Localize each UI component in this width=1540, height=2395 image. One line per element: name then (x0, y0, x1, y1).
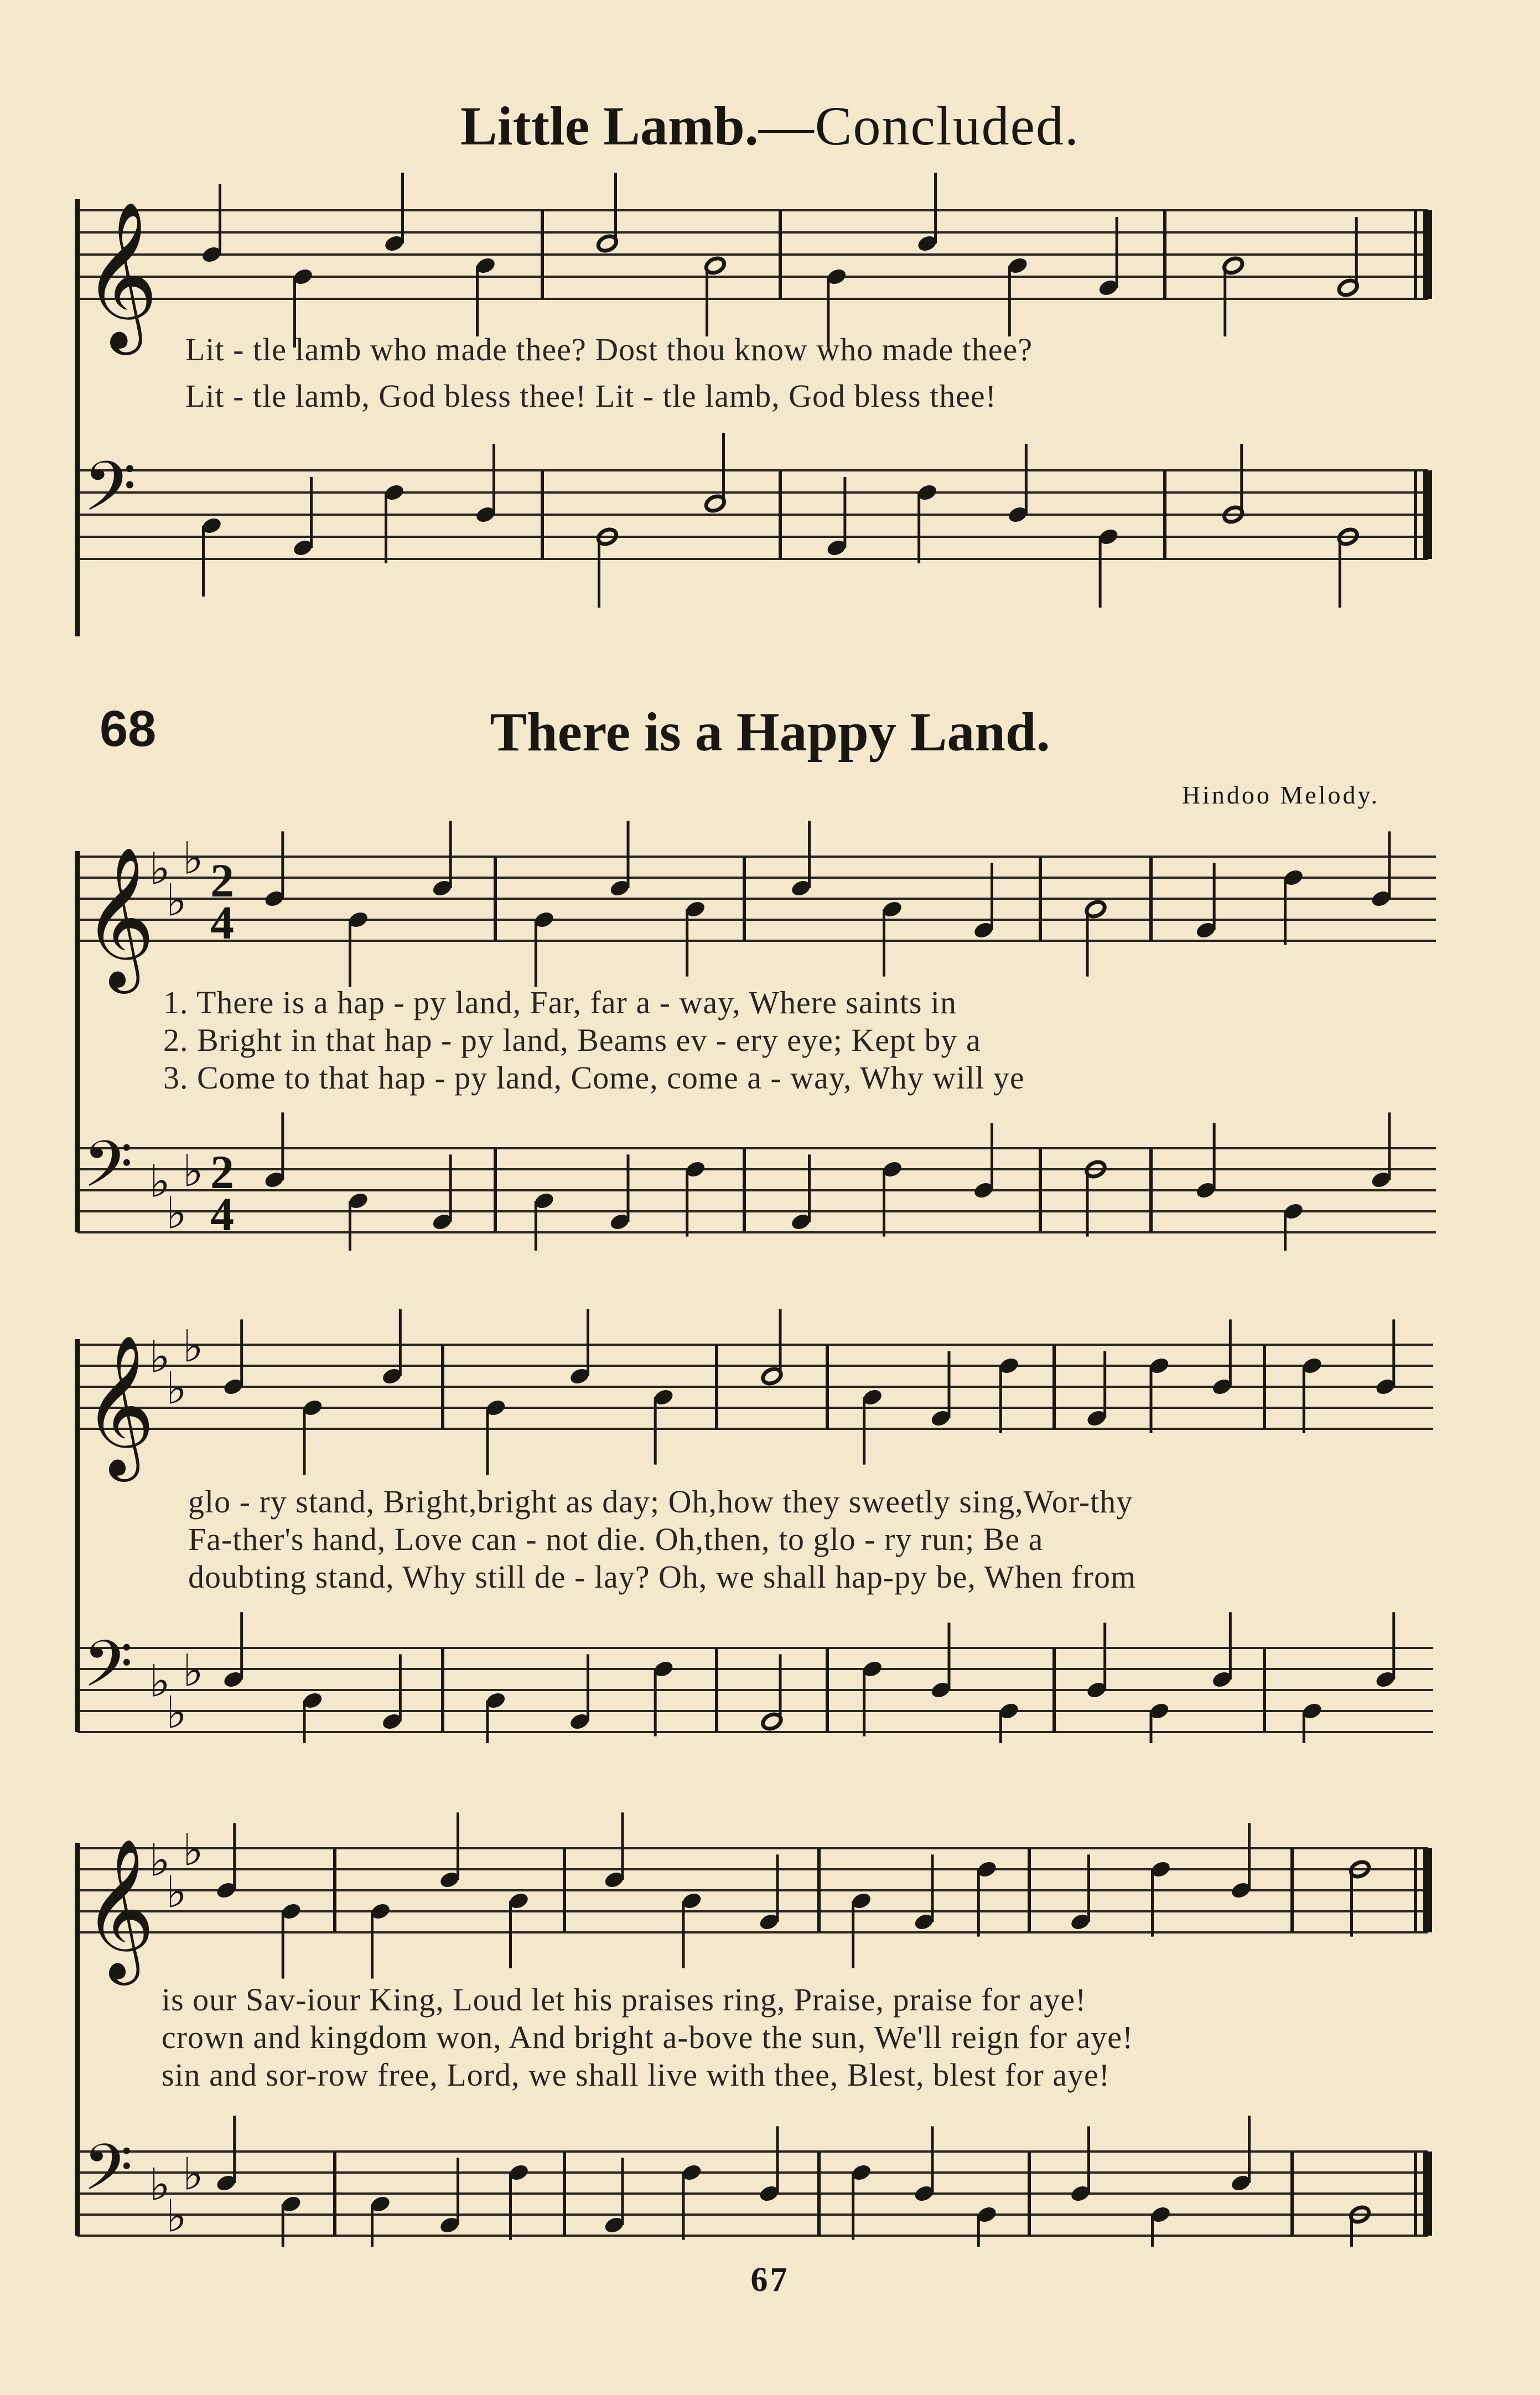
system-2-lyric-verse-3: doubting stand, Why still de - lay? Oh, we shall hap-py be, When from (188, 1559, 1137, 1595)
flat-sign: ♭ (166, 1866, 187, 1918)
page-number: 67 (750, 2261, 790, 2299)
flat-sign: ♭ (166, 2190, 187, 2242)
bass-clef: 𝄢 (83, 1127, 133, 1218)
system-1-lyric-verse-2: 2. Bright in that hap - py land, Beams ev - ery eye; Kept by a (163, 1022, 981, 1058)
time-signature-top: 2 (210, 1145, 234, 1199)
flat-sign: ♭ (149, 2159, 170, 2211)
little-lamb-lyric-line-1: Lit - tle lamb who made thee? Dost thou know who made thee? (185, 331, 1033, 367)
bass-clef: 𝄢 (83, 447, 137, 543)
final-barline-thick (1423, 470, 1432, 559)
system-3-lyric-verse-2: crown and kingdom won, And bright a-bove the sun, We'll reign for aye! (162, 2019, 1134, 2055)
flat-sign: ♭ (183, 832, 204, 884)
system-3-lyric-verse-3: sin and sor-row free, Lord, we shall live with thee, Blest, blest for aye! (162, 2057, 1111, 2093)
hymn-title: There is a Happy Land. (490, 701, 1050, 763)
flat-sign: ♭ (149, 1331, 170, 1383)
hymn-attribution: Hindoo Melody. (1181, 781, 1380, 809)
flat-sign: ♭ (183, 1824, 204, 1876)
music-system-little-lamb (0, 0, 1540, 636)
flat-sign: ♭ (183, 2148, 204, 2200)
system-1-lyric-verse-3: 3. Come to that hap - py land, Come, come a - way, Why will ye (163, 1060, 1025, 1096)
treble-clef: 𝄞 (83, 846, 155, 987)
system-3-lyric-verse-1: is our Sav-iour King, Loud let his praises ring, Praise, praise for aye! (162, 1982, 1087, 2018)
flat-sign: ♭ (166, 1362, 187, 1414)
time-signature-top: 2 (210, 854, 234, 908)
concluded-title-main: Little Lamb. (460, 95, 759, 157)
flat-sign: ♭ (166, 1687, 187, 1739)
concluded-title-suffix: —Concluded. (758, 95, 1080, 157)
flat-sign: ♭ (149, 1155, 170, 1207)
flat-sign: ♭ (183, 1320, 204, 1372)
time-signature-bottom: 4 (210, 1188, 234, 1241)
flat-sign: ♭ (183, 1145, 204, 1197)
little-lamb-lyric-line-2: Lit - tle lamb, God bless thee! Lit - tle lamb, God bless thee! (185, 378, 997, 414)
system-2-lyric-verse-1: glo - ry stand, Bright,bright as day; Oh,how they sweetly sing,Wor-thy (188, 1484, 1133, 1520)
flat-sign: ♭ (166, 1187, 187, 1239)
flat-sign: ♭ (183, 1645, 204, 1697)
treble-clef: 𝄞 (83, 1334, 155, 1475)
flat-sign: ♭ (149, 1834, 170, 1886)
system-1-lyric-verse-1: 1. There is a hap - py land, Far, far a - way, Where saints in (163, 984, 957, 1020)
final-barline-thick (1423, 1848, 1432, 1932)
final-barline-thick (1423, 210, 1432, 299)
flat-sign: ♭ (166, 874, 187, 926)
system-2-lyric-verse-2: Fa-ther's hand, Love can - not die. Oh,then, to glo - ry run; Be a (188, 1521, 1044, 1557)
hymn-number: 68 (100, 701, 157, 757)
flat-sign: ♭ (149, 1655, 170, 1707)
treble-clef: 𝄞 (83, 1837, 155, 1979)
bass-clef: 𝄢 (83, 1627, 133, 1718)
treble-clef: 𝄞 (83, 201, 158, 349)
flat-sign: ♭ (149, 843, 170, 895)
little-lamb-staff-svg (0, 0, 1540, 636)
final-barline-thick (1423, 2152, 1432, 2236)
time-signature-bottom: 4 (210, 896, 234, 950)
bass-clef: 𝄢 (83, 2130, 133, 2221)
